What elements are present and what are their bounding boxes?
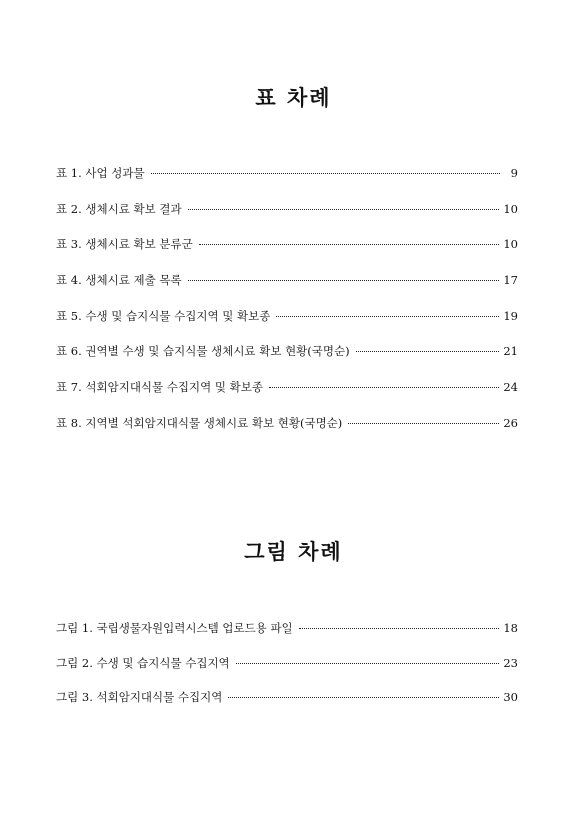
toc-entry-label: 그림 2. 수생 및 습지식물 수집지역 bbox=[56, 655, 230, 670]
toc-entry-page: 10 bbox=[503, 237, 518, 252]
toc-entry-table-5[interactable] bbox=[56, 308, 518, 325]
dot-leader bbox=[151, 173, 500, 174]
toc-entry-label: 표 8. 지역별 석회암지대식물 생체시료 확보 현황(국명순) bbox=[56, 415, 343, 430]
toc-entry-page: 10 bbox=[503, 201, 518, 216]
toc-entry-label: 표 2. 생체시료 확보 결과 bbox=[56, 201, 182, 216]
toc-entry-label: 표 1. 사업 성과물 bbox=[56, 166, 145, 180]
toc-entry-table-8[interactable] bbox=[56, 415, 518, 432]
toc-entry-label: 표 3. 생체시료 확보 분류군 bbox=[56, 237, 193, 252]
toc-entry-label: 그림 1. 국립생물자원입력시스템 업로드용 파일 bbox=[56, 621, 293, 635]
dot-leader bbox=[276, 316, 499, 317]
toc-entry-figure-1[interactable] bbox=[56, 620, 518, 637]
toc-entry-page: 9 bbox=[510, 166, 518, 180]
dot-leader bbox=[348, 423, 499, 424]
figures-section-title: 그림 차례 bbox=[244, 539, 343, 564]
toc-entry-page: 21 bbox=[503, 344, 518, 359]
toc-entry-page: 24 bbox=[503, 380, 518, 395]
toc-entry-page: 26 bbox=[503, 415, 518, 430]
toc-entry-page: 23 bbox=[503, 655, 518, 670]
tables-toc-list bbox=[56, 165, 518, 451]
figures-toc-list bbox=[56, 620, 518, 724]
toc-entry-figure-3[interactable] bbox=[56, 689, 518, 706]
toc-entry-label: 표 7. 석회암지대식물 수집지역 및 확보종 bbox=[56, 380, 263, 395]
toc-entry-label: 표 4. 생체시료 제출 목록 bbox=[56, 273, 182, 288]
toc-entry-label: 표 6. 권역별 수생 및 습지식물 생체시료 확보 현황(국명순) bbox=[56, 344, 350, 359]
dot-leader bbox=[356, 351, 500, 352]
dot-leader bbox=[188, 280, 500, 281]
toc-entry-figure-2[interactable] bbox=[56, 655, 518, 672]
toc-entry-page: 30 bbox=[503, 690, 518, 704]
dot-leader bbox=[228, 697, 499, 698]
toc-entry-label: 표 5. 수생 및 습지식물 수집지역 및 확보종 bbox=[56, 308, 271, 323]
toc-entry-table-2[interactable] bbox=[56, 201, 518, 218]
dot-leader bbox=[236, 663, 500, 664]
toc-entry-page: 17 bbox=[503, 273, 518, 288]
toc-entry-table-1[interactable] bbox=[56, 165, 518, 182]
toc-entry-page: 19 bbox=[503, 308, 518, 323]
toc-entry-table-4[interactable] bbox=[56, 272, 518, 289]
toc-entry-table-3[interactable] bbox=[56, 236, 518, 253]
toc-entry-page: 18 bbox=[503, 621, 518, 635]
toc-entry-table-7[interactable] bbox=[56, 379, 518, 396]
toc-entry-table-6[interactable] bbox=[56, 343, 518, 360]
tables-section-title: 표 차례 bbox=[255, 85, 332, 110]
dot-leader bbox=[199, 244, 500, 245]
dot-leader bbox=[269, 387, 499, 388]
dot-leader bbox=[188, 209, 500, 210]
toc-entry-label: 그림 3. 석회암지대식물 수집지역 bbox=[56, 690, 223, 704]
dot-leader bbox=[299, 628, 500, 629]
